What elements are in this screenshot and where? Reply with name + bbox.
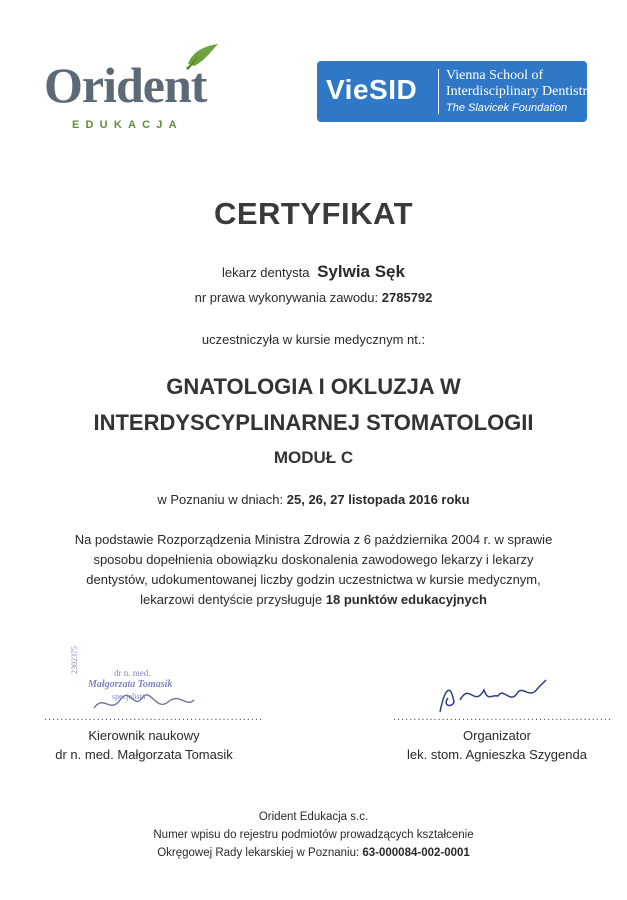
right-signature-block — [393, 672, 613, 762]
date-label: w Poznaniu w dniach: — [157, 492, 284, 507]
recipient-prefix: lekarz dentysta — [222, 265, 310, 280]
left-signature-line: ...................................................... — [44, 711, 264, 723]
paragraph-line-last — [0, 590, 627, 610]
date-line — [0, 492, 627, 507]
left-role: Kierownik naukowy — [88, 728, 200, 743]
points-value: 18 punktów edukacyjnych — [325, 592, 487, 607]
stamp-line1: dr n. med. — [114, 668, 151, 678]
orident-wordmark: Orident — [44, 57, 207, 113]
participation-text: uczestniczyła w kursie medycznym nt.: — [201, 332, 426, 347]
footer-register-line — [0, 844, 627, 862]
left-name: dr n. med. Małgorzata Tomasik — [55, 747, 233, 762]
orident-subtitle: EDUKACJA — [72, 119, 183, 131]
license-label: nr prawa wykonywania zawodu: — [194, 290, 379, 305]
footer-company: Orident Edukacja s.c. — [258, 811, 369, 823]
points-prefix: lekarzowi dentyście przysługuje — [140, 592, 323, 607]
certificate-title: CERTYFIKAT — [213, 196, 414, 231]
recipient-name: Sylwia Sęk — [317, 262, 405, 281]
left-signature-block — [44, 664, 264, 762]
viesid-line1: Vienna School of — [446, 68, 544, 83]
orident-logo — [44, 42, 234, 137]
viesid-wordmark: VieSID — [326, 74, 418, 105]
viesid-line3: The Slavicek Foundation — [446, 102, 568, 114]
right-name: lek. stom. Agnieszka Szygenda — [407, 747, 587, 762]
legal-paragraph — [0, 530, 627, 610]
license-line — [0, 290, 627, 305]
paragraph-line: Na podstawie Rozporządzenia Ministra Zdrowia z 6 października 2004 r. w sprawie — [74, 532, 553, 547]
recipient-line — [0, 262, 627, 282]
date-value: 25, 26, 27 listopada 2016 roku — [286, 492, 470, 507]
stamp-line2: Małgorzata Tomasik — [88, 679, 173, 690]
course-title-line1: GNATOLOGIA I OKLUZJA W — [166, 374, 461, 399]
viesid-divider — [438, 69, 439, 114]
right-signature-line: ...................................................... — [393, 711, 613, 723]
course-title-line2: INTERDYSCYPLINARNEJ STOMATOLOGII — [93, 410, 534, 435]
stamp-side-number: 2302375 — [70, 646, 79, 674]
viesid-line2: Interdisciplinary Dentistry — [446, 84, 595, 99]
footer — [0, 808, 627, 862]
footer-register-text: Numer wpisu do rejestru podmiotów prowadzących kształcenie — [153, 829, 474, 841]
paragraph-line: dentystów, udokumentowanej liczby godzin uczestnictwa w kursie medycznym, — [86, 572, 541, 587]
footer-register-number: 63-000084-002-0001 — [362, 847, 470, 859]
viesid-logo — [317, 61, 595, 122]
course-module: MODUŁ C — [273, 448, 354, 467]
stamp-line3: specjalista — [112, 692, 146, 701]
license-number: 2785792 — [381, 290, 433, 305]
right-role: Organizator — [463, 728, 531, 743]
footer-register-prefix: Okręgowej Rady lekarskiej w Poznaniu: — [157, 847, 360, 859]
paragraph-line: sposobu dopełnienia obowiązku doskonalenia zawodowego lekarzy i lekarzy — [93, 552, 534, 567]
